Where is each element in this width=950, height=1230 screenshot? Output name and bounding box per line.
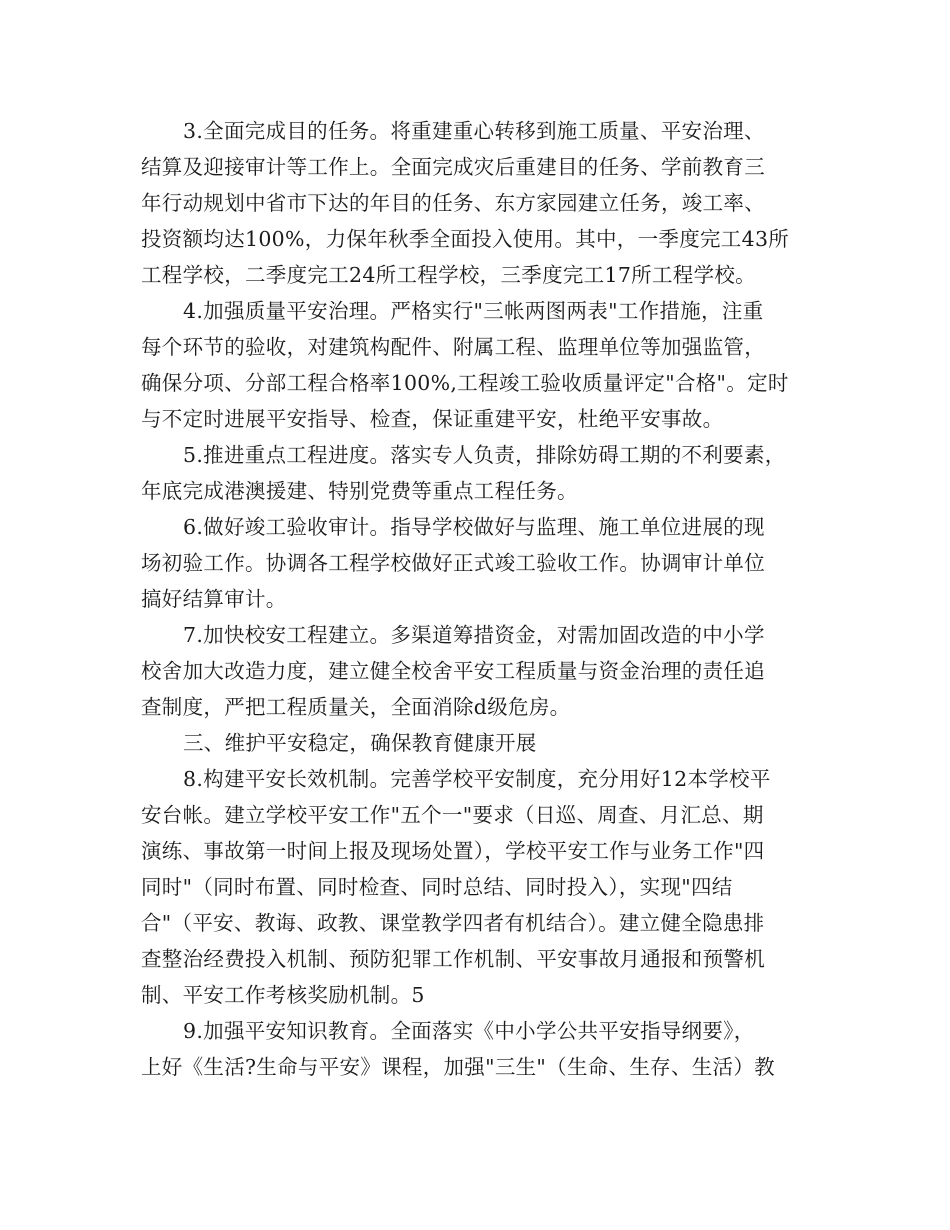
text-line: 结算及迎接审计等工作上。全面完成灾后重建目的任务、学前教育三 — [141, 155, 765, 179]
text-line: 年行动规划中省市下达的年目的任务、东方家园建立任务，竣工率、 — [141, 191, 765, 215]
text-line: 制、平安工作考核奖励机制。5 — [141, 983, 425, 1007]
text-line: 上好《生活?生命与平安》课程，加强"三生"（生命、生存、生活）教 — [141, 1055, 775, 1079]
text-line: 查整治经费投入机制、预防犯罪工作机制、平安事故月通报和预警机 — [141, 947, 765, 971]
section-heading: 三、维护平安稳定，确保教育健康开展 — [183, 731, 537, 755]
text-line: 合"（平安、教诲、政教、课堂教学四者有机结合）。建立健全隐患排 — [141, 911, 765, 935]
text-line: 3.全面完成目的任务。将重建重心转移到施工质量、平安治理、 — [183, 119, 765, 143]
text-line: 搞好结算审计。 — [141, 587, 287, 611]
document-body — [141, 113, 831, 1085]
text-line: 5.推进重点工程进度。落实专人负责，排除妨碍工期的不利要素， — [183, 443, 786, 467]
text-line: 6.做好竣工验收审计。指导学校做好与监理、施工单位进展的现 — [183, 515, 765, 539]
text-line: 与不定时进展平安指导、检查，保证重建平安，杜绝平安事故。 — [141, 407, 724, 431]
text-line: 7.加快校安工程建立。多渠道筹措资金，对需加固改造的中小学 — [183, 623, 765, 647]
text-line: 确保分项、分部工程合格率100%,工程竣工验收质量评定"合格"。定时 — [141, 371, 789, 395]
text-line: 查制度，严把工程质量关，全面消除d级危房。 — [141, 695, 571, 719]
text-line: 校舍加大改造力度，建立健全校舍平安工程质量与资金治理的责任追 — [141, 659, 765, 683]
text-line: 4.加强质量平安治理。严格实行"三帐两图两表"工作措施，注重 — [183, 299, 764, 323]
text-line: 场初验工作。协调各工程学校做好正式竣工验收工作。协调审计单位 — [141, 551, 765, 575]
text-line: 9.加强平安知识教育。全面落实《中小学公共平安指导纲要》， — [183, 1019, 755, 1043]
text-line: 演练、事故第一时间上报及现场处置），学校平安工作与业务工作"四 — [141, 839, 765, 863]
text-line: 每个环节的验收，对建筑构配件、附属工程、监理单位等加强监管， — [141, 335, 765, 359]
text-line: 同时"（同时布置、同时检查、同时总结、同时投入），实现"四结 — [141, 875, 733, 899]
text-line: 投资额均达100%，力保年秋季全面投入使用。其中，一季度完工43所 — [141, 227, 790, 251]
text-line: 年底完成港澳援建、特别党费等重点工程任务。 — [141, 479, 578, 503]
text-line: 8.构建平安长效机制。完善学校平安制度，充分用好12本学校平 — [183, 767, 771, 791]
text-line: 安台帐。建立学校平安工作"五个一"要求（日巡、周查、月汇总、期 — [141, 803, 764, 827]
text-line: 工程学校，二季度完工24所工程学校，三季度完工17所工程学校。 — [141, 263, 756, 287]
